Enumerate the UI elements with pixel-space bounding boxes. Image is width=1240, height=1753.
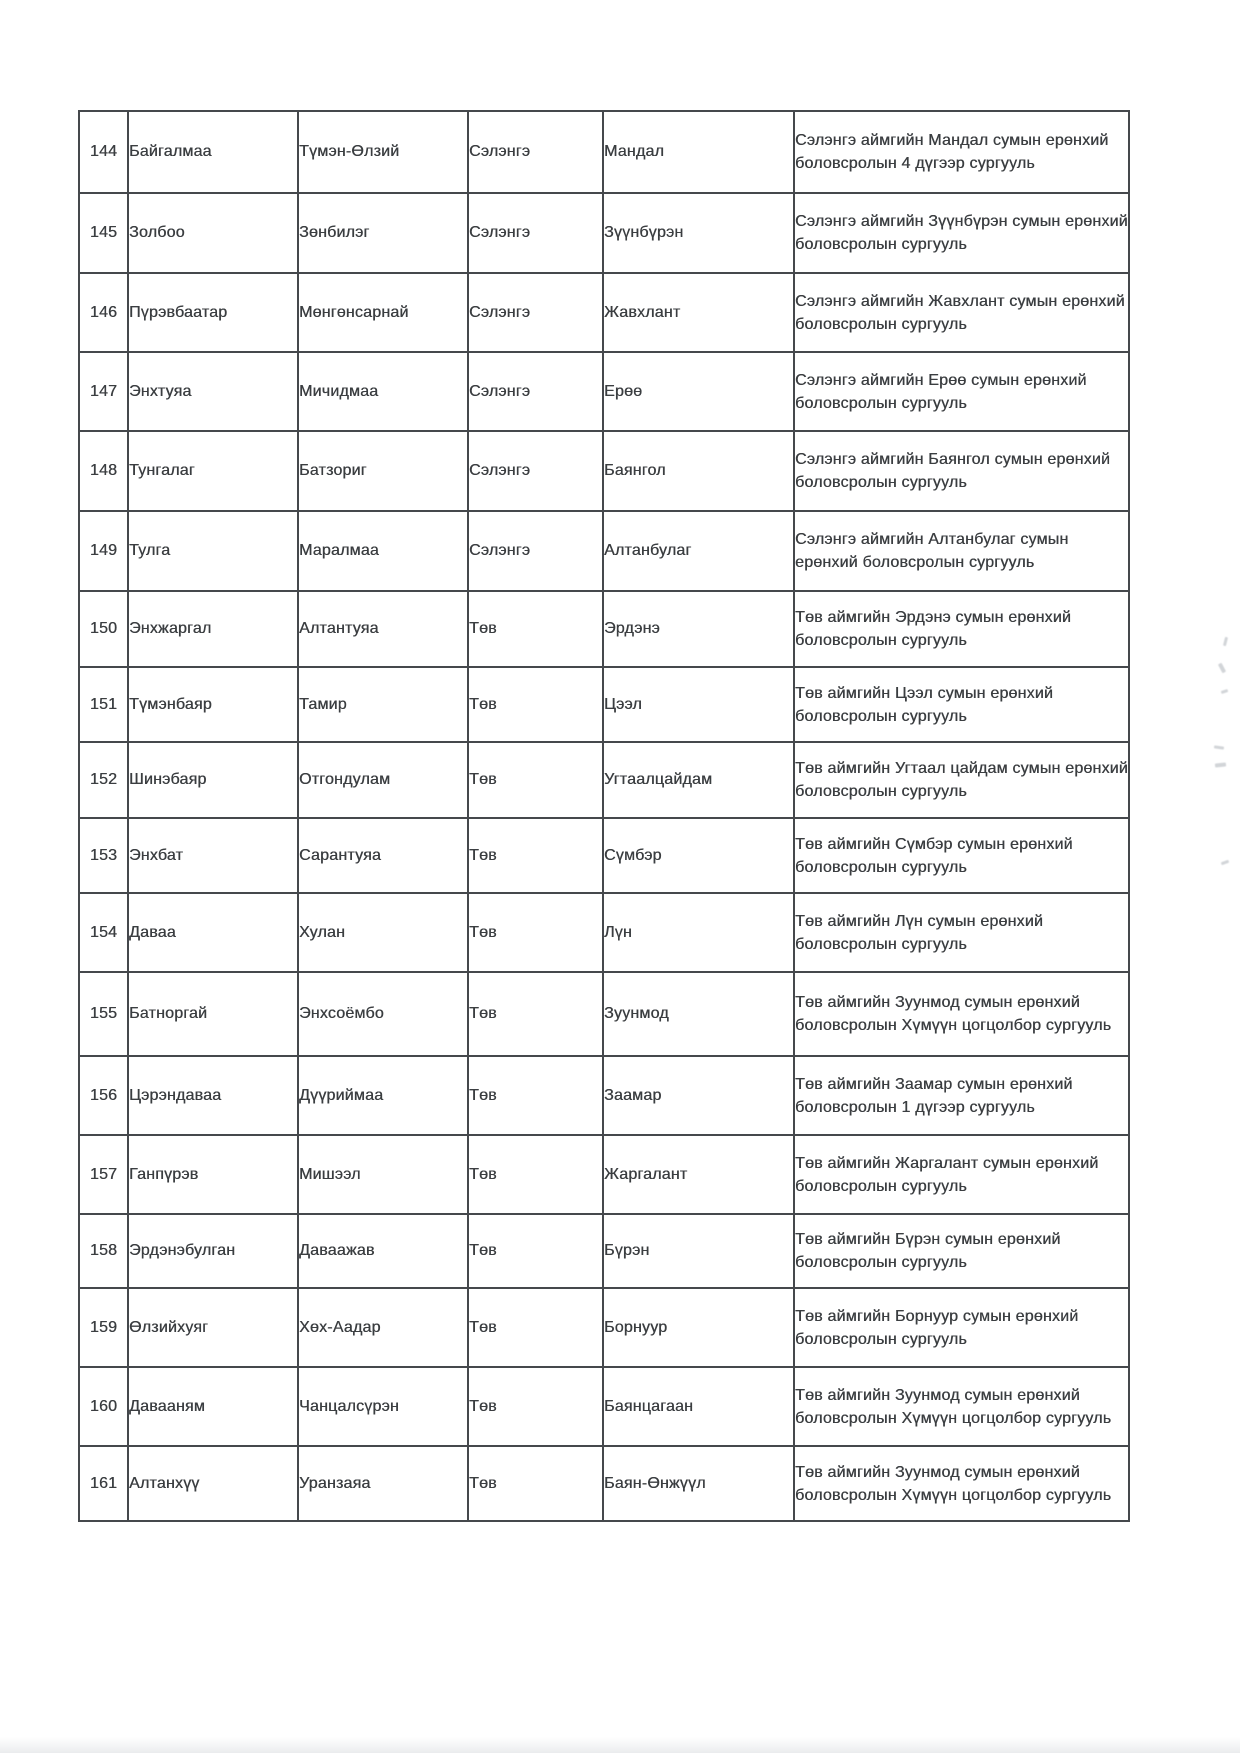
school-cell: Төв аймгийн Жаргалант сумын ерөнхий боловсролын сургууль xyxy=(794,1135,1129,1214)
name-cell: Батноргай xyxy=(128,972,298,1056)
name-cell: Золбоо xyxy=(128,193,298,273)
table-row xyxy=(79,1367,1129,1446)
aimag-cell: Төв xyxy=(468,818,603,893)
pen-mark xyxy=(1221,689,1229,694)
aimag-cell: Төв xyxy=(468,667,603,742)
surname-cell: Мичидмаа xyxy=(298,352,468,431)
school-cell: Төв аймгийн Эрдэнэ сумын ерөнхий боловсролын сургууль xyxy=(794,591,1129,667)
row-number-cell: 152 xyxy=(79,742,128,818)
school-cell: Төв аймгийн Зуунмод сумын ерөнхий боловсролын Хүмүүн цогцолбор сургууль xyxy=(794,1367,1129,1446)
aimag-cell: Сэлэнгэ xyxy=(468,511,603,591)
name-cell: Алтанхүү xyxy=(128,1446,298,1521)
row-number-cell: 144 xyxy=(79,111,128,193)
school-cell: Сэлэнгэ аймгийн Жавхлант сумын ерөнхий боловсролын сургууль xyxy=(794,273,1129,352)
school-cell: Төв аймгийн Заамар сумын ерөнхий боловсролын 1 дүгээр сургууль xyxy=(794,1056,1129,1135)
aimag-cell: Төв xyxy=(468,1214,603,1288)
name-cell: Цэрэндаваа xyxy=(128,1056,298,1135)
name-cell: Тулга xyxy=(128,511,298,591)
surname-cell: Уранзаяа xyxy=(298,1446,468,1521)
pen-mark xyxy=(1214,745,1224,749)
table-row xyxy=(79,818,1129,893)
surname-cell: Мөнгөнсарнай xyxy=(298,273,468,352)
school-cell: Сэлэнгэ аймгийн Ерөө сумын ерөнхий боловсролын сургууль xyxy=(794,352,1129,431)
table-row xyxy=(79,1446,1129,1521)
soum-cell: Лүн xyxy=(603,893,794,972)
aimag-cell: Төв xyxy=(468,1367,603,1446)
surname-cell: Сарантуяа xyxy=(298,818,468,893)
roster-table xyxy=(78,110,1130,1522)
soum-cell: Заамар xyxy=(603,1056,794,1135)
surname-cell: Хулан xyxy=(298,893,468,972)
surname-cell: Маралмаа xyxy=(298,511,468,591)
aimag-cell: Сэлэнгэ xyxy=(468,273,603,352)
row-number-cell: 148 xyxy=(79,431,128,511)
soum-cell: Зуунмод xyxy=(603,972,794,1056)
name-cell: Энхжаргал xyxy=(128,591,298,667)
aimag-cell: Төв xyxy=(468,893,603,972)
surname-cell: Чанцалсүрэн xyxy=(298,1367,468,1446)
row-number-cell: 146 xyxy=(79,273,128,352)
table-row xyxy=(79,1056,1129,1135)
surname-cell: Даваажав xyxy=(298,1214,468,1288)
aimag-cell: Төв xyxy=(468,1135,603,1214)
name-cell: Энхтуяа xyxy=(128,352,298,431)
aimag-cell: Төв xyxy=(468,1446,603,1521)
surname-cell: Тамир xyxy=(298,667,468,742)
row-number-cell: 158 xyxy=(79,1214,128,1288)
row-number-cell: 150 xyxy=(79,591,128,667)
name-cell: Түмэнбаяр xyxy=(128,667,298,742)
aimag-cell: Төв xyxy=(468,972,603,1056)
surname-cell: Энхсоёмбо xyxy=(298,972,468,1056)
soum-cell: Эрдэнэ xyxy=(603,591,794,667)
roster-table-body xyxy=(79,111,1129,1521)
row-number-cell: 151 xyxy=(79,667,128,742)
aimag-cell: Төв xyxy=(468,591,603,667)
row-number-cell: 156 xyxy=(79,1056,128,1135)
school-cell: Сэлэнгэ аймгийн Баянгол сумын ерөнхий боловсролын сургууль xyxy=(794,431,1129,511)
scan-edge-shadow xyxy=(0,1737,1240,1753)
soum-cell: Бүрэн xyxy=(603,1214,794,1288)
soum-cell: Баян-Өнжүүл xyxy=(603,1446,794,1521)
aimag-cell: Сэлэнгэ xyxy=(468,431,603,511)
soum-cell: Жавхлант xyxy=(603,273,794,352)
table-row xyxy=(79,511,1129,591)
name-cell: Шинэбаяр xyxy=(128,742,298,818)
soum-cell: Алтанбулаг xyxy=(603,511,794,591)
aimag-cell: Сэлэнгэ xyxy=(468,111,603,193)
aimag-cell: Төв xyxy=(468,742,603,818)
table-row xyxy=(79,1288,1129,1367)
school-cell: Төв аймгийн Зуунмод сумын ерөнхий боловсролын Хүмүүн цогцолбор сургууль xyxy=(794,1446,1129,1521)
row-number-cell: 145 xyxy=(79,193,128,273)
name-cell: Өлзийхуяг xyxy=(128,1288,298,1367)
soum-cell: Жаргалант xyxy=(603,1135,794,1214)
name-cell: Ганпүрэв xyxy=(128,1135,298,1214)
soum-cell: Борнуур xyxy=(603,1288,794,1367)
school-cell: Сэлэнгэ аймгийн Алтанбулаг сумын ерөнхий боловсролын сургууль xyxy=(794,511,1129,591)
school-cell: Төв аймгийн Бүрэн сумын ерөнхий боловсролын сургууль xyxy=(794,1214,1129,1288)
surname-cell: Батзориг xyxy=(298,431,468,511)
table-row xyxy=(79,893,1129,972)
name-cell: Байгалмаа xyxy=(128,111,298,193)
surname-cell: Түмэн-Өлзий xyxy=(298,111,468,193)
soum-cell: Баянгол xyxy=(603,431,794,511)
row-number-cell: 155 xyxy=(79,972,128,1056)
table-row xyxy=(79,111,1129,193)
table-row xyxy=(79,193,1129,273)
row-number-cell: 154 xyxy=(79,893,128,972)
row-number-cell: 160 xyxy=(79,1367,128,1446)
soum-cell: Зүүнбүрэн xyxy=(603,193,794,273)
surname-cell: Хөх-Аадар xyxy=(298,1288,468,1367)
name-cell: Тунгалаг xyxy=(128,431,298,511)
row-number-cell: 147 xyxy=(79,352,128,431)
school-cell: Төв аймгийн Борнуур сумын ерөнхий боловсролын сургууль xyxy=(794,1288,1129,1367)
row-number-cell: 161 xyxy=(79,1446,128,1521)
table-row xyxy=(79,1214,1129,1288)
row-number-cell: 153 xyxy=(79,818,128,893)
name-cell: Энхбат xyxy=(128,818,298,893)
name-cell: Даваа xyxy=(128,893,298,972)
surname-cell: Мишээл xyxy=(298,1135,468,1214)
name-cell: Давааням xyxy=(128,1367,298,1446)
table-row xyxy=(79,742,1129,818)
table-row xyxy=(79,352,1129,431)
table-row xyxy=(79,591,1129,667)
aimag-cell: Төв xyxy=(468,1056,603,1135)
school-cell: Сэлэнгэ аймгийн Зүүнбүрэн сумын ерөнхий боловсролын сургууль xyxy=(794,193,1129,273)
pen-mark xyxy=(1215,762,1226,767)
school-cell: Төв аймгийн Зуунмод сумын ерөнхий боловсролын Хүмүүн цогцолбор сургууль xyxy=(794,972,1129,1056)
school-cell: Сэлэнгэ аймгийн Мандал сумын ерөнхий боловсролын 4 дүгээр сургууль xyxy=(794,111,1129,193)
table-row xyxy=(79,667,1129,742)
surname-cell: Алтантуяа xyxy=(298,591,468,667)
aimag-cell: Төв xyxy=(468,1288,603,1367)
soum-cell: Сүмбэр xyxy=(603,818,794,893)
table-row xyxy=(79,273,1129,352)
soum-cell: Угтаалцайдам xyxy=(603,742,794,818)
row-number-cell: 159 xyxy=(79,1288,128,1367)
school-cell: Төв аймгийн Цээл сумын ерөнхий боловсролын сургууль xyxy=(794,667,1129,742)
surname-cell: Дүүриймаа xyxy=(298,1056,468,1135)
name-cell: Пүрэвбаатар xyxy=(128,273,298,352)
school-cell: Төв аймгийн Сүмбэр сумын ерөнхий боловсролын сургууль xyxy=(794,818,1129,893)
soum-cell: Мандал xyxy=(603,111,794,193)
soum-cell: Цээл xyxy=(603,667,794,742)
soum-cell: Ерөө xyxy=(603,352,794,431)
table-row xyxy=(79,431,1129,511)
table-row xyxy=(79,1135,1129,1214)
pen-mark xyxy=(1218,663,1226,674)
surname-cell: Зөнбилэг xyxy=(298,193,468,273)
pen-mark xyxy=(1223,637,1228,646)
aimag-cell: Сэлэнгэ xyxy=(468,352,603,431)
name-cell: Эрдэнэбулган xyxy=(128,1214,298,1288)
surname-cell: Отгондулам xyxy=(298,742,468,818)
table-row xyxy=(79,972,1129,1056)
row-number-cell: 157 xyxy=(79,1135,128,1214)
aimag-cell: Сэлэнгэ xyxy=(468,193,603,273)
pen-mark xyxy=(1221,860,1230,866)
soum-cell: Баянцагаан xyxy=(603,1367,794,1446)
row-number-cell: 149 xyxy=(79,511,128,591)
school-cell: Төв аймгийн Лүн сумын ерөнхий боловсролын сургууль xyxy=(794,893,1129,972)
school-cell: Төв аймгийн Угтаал цайдам сумын ерөнхий боловсролын сургууль xyxy=(794,742,1129,818)
